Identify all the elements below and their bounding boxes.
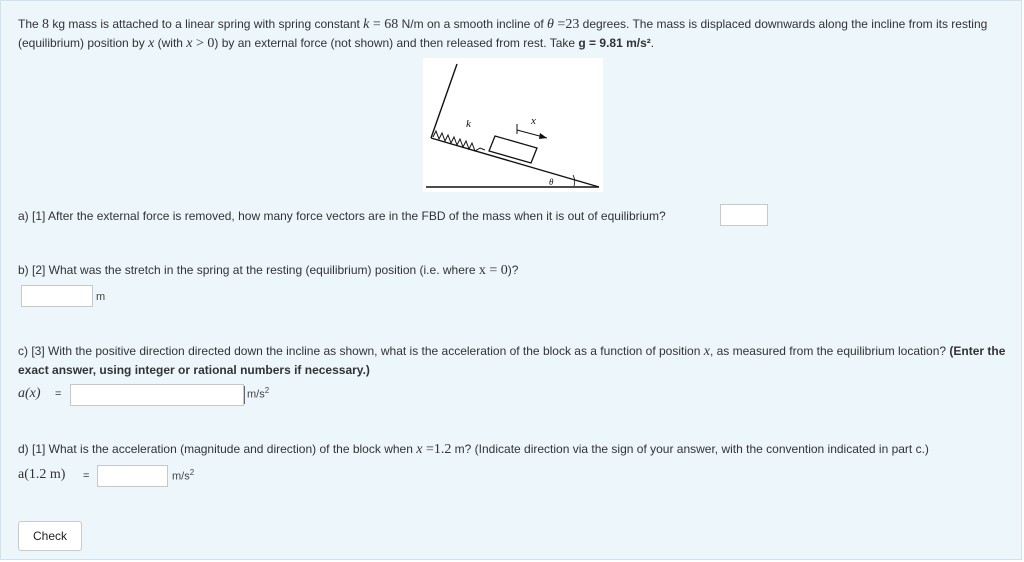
x-symbol: x: [416, 442, 423, 457]
answer-c-input[interactable]: [70, 384, 244, 406]
theta-label: θ: [549, 177, 554, 187]
check-button[interactable]: Check: [18, 521, 82, 551]
question-b: [18, 261, 518, 280]
answer-d-input[interactable]: [97, 465, 168, 487]
question-b-text: b) [2] What was the stretch in the spring at the resting (equilibrium) position (i.e. where: [18, 263, 479, 277]
k-value: = 68: [369, 17, 399, 32]
question-d: [18, 440, 929, 459]
answer-a-input[interactable]: [720, 204, 768, 226]
mass-value: 8: [42, 17, 50, 32]
exact-answer-note: (Enter the exact answer, using integer or rational numbers if necessary.): [18, 344, 1006, 377]
x-value: =1.2: [422, 442, 452, 457]
x-condition: > 0: [192, 36, 215, 51]
intro-text: .: [650, 36, 655, 50]
wall-line: [431, 64, 457, 138]
intro-text: degrees. The mass is displaced downwards along the incline from its resting (equilibrium) position by: [18, 17, 988, 50]
theta-symbol: θ: [547, 17, 554, 32]
unit-m-per-s2: $m/s^2$: [244, 386, 269, 404]
theta-value: =23: [553, 17, 580, 32]
a-at-1.2m-label: a(1.2 m): [18, 467, 66, 482]
x-arrow-head: [539, 133, 547, 139]
gravity-value: g = 9.81 m/s²: [578, 36, 651, 50]
x-label: x: [531, 115, 536, 127]
question-c-text: , as measured from the equilibrium location?: [709, 344, 950, 358]
x-symbol: x: [186, 36, 193, 51]
mass-block: [489, 136, 537, 163]
intro-text: (with: [154, 36, 187, 50]
question-c: [18, 342, 1008, 379]
intro-text: kg mass is attached to a linear spring with spring constant: [49, 17, 364, 31]
unit-m-per-s2: $m/s^2$: [172, 468, 195, 483]
unit-m: m: [96, 291, 106, 303]
x-symbol: x: [703, 344, 710, 359]
theta-arc: [573, 175, 575, 186]
x-symbol: x: [148, 36, 155, 51]
question-b-end: )?: [507, 263, 519, 277]
a-of-x-label: a(x): [18, 386, 41, 401]
equals-sign: =: [55, 388, 62, 400]
intro-text: ) by an external force (not shown) and then released from rest. Take: [214, 36, 579, 50]
k-symbol: k: [363, 17, 370, 32]
intro-text: The: [18, 17, 43, 31]
problem-statement: [18, 15, 1008, 53]
question-c-text: c) [3] With the positive direction directed down the incline as shown, what is the acceleration of the block as a function of position: [18, 344, 704, 358]
intro-text: N/m on a smooth incline of: [398, 17, 548, 31]
answer-b-input[interactable]: [21, 285, 93, 307]
x-equals-zero: x = 0: [478, 263, 508, 278]
incline-diagram: [423, 58, 603, 192]
question-d-text: d) [1] What is the acceleration (magnitude and direction) of the block when: [18, 442, 417, 456]
incline-figure: [423, 58, 603, 192]
k-label: k: [466, 118, 471, 130]
question-a: a) [1] After the external force is removed, how many force vectors are in the FBD of the mass when it is out of equilibrium?: [18, 209, 666, 223]
equals-sign: =: [83, 470, 90, 482]
question-d-text: m? (Indicate direction via the sign of your answer, with the convention indicated in part c.): [451, 442, 929, 456]
